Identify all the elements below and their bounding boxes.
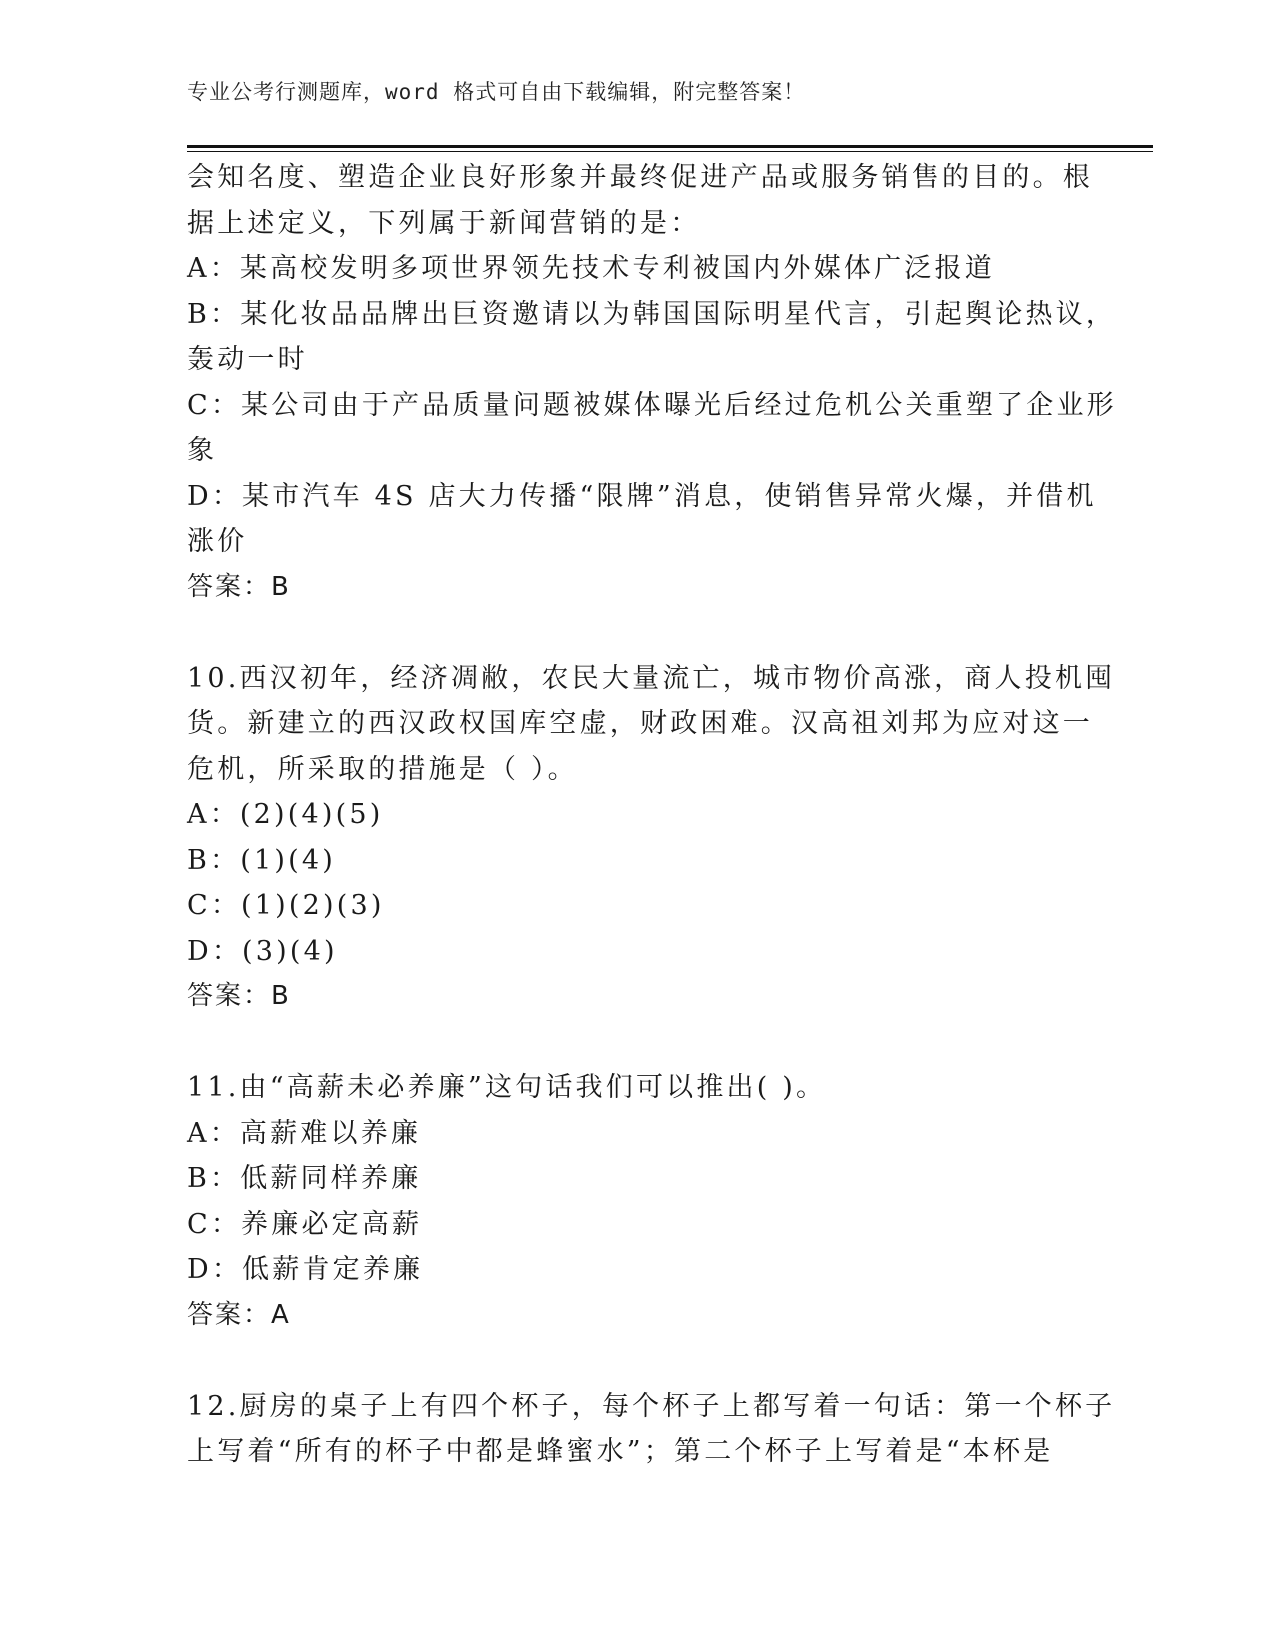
question-text: 会知名度、塑造企业良好形象并最终促进产品或服务销售的目的。根: [187, 162, 1093, 193]
question-text: 危机，所采取的措施是（ ）。: [187, 753, 578, 785]
option-b: B：某化妆品品牌出巨资邀请以为韩国国际明星代言，引起舆论热议，: [187, 298, 1117, 330]
option-b-continued: 轰动一时: [187, 344, 308, 375]
header-rule-thin: [187, 151, 1153, 152]
page-header: 专业公考行测题库，word 格式可自由下载编辑，附完整答案！: [187, 80, 806, 104]
spacer: [187, 1338, 1087, 1384]
option-d: D：低薪肯定养廉: [187, 1254, 424, 1285]
question-text: 10.西汉初年，经济凋敝，农民大量流亡，城市物价高涨，商人投机囤: [187, 662, 1116, 694]
question-9: [187, 155, 1117, 610]
option-c: C：养廉必定高薪: [187, 1208, 423, 1240]
option-b: B：(1)(4): [187, 844, 336, 876]
option-a: A：某高校发明多项世界领先技术专利被国内外媒体广泛报道: [187, 253, 995, 284]
question-10: [187, 656, 1116, 1020]
question-text: 据上述定义，下列属于新闻营销的是：: [187, 207, 701, 239]
spacer: [187, 1020, 1087, 1066]
option-d: D：某市汽车 4S 店大力传播“限牌”消息，使销售异常火爆，并借机: [187, 480, 1097, 512]
spacer: [187, 610, 1087, 656]
option-a: A：(2)(4)(5): [187, 799, 384, 830]
header-rule-thick: [187, 145, 1153, 148]
question-11: [187, 1065, 1087, 1338]
option-c: C：(1)(2)(3): [187, 890, 385, 921]
answer: 答案：B: [187, 571, 291, 602]
option-b: B：低薪同样养廉: [187, 1163, 422, 1194]
question-text: 货。新建立的西汉政权国库空虚，财政困难。汉高祖刘邦为应对这一: [187, 708, 1093, 739]
option-c: C：某公司由于产品质量问题被媒体曝光后经过危机公关重塑了企业形: [187, 389, 1117, 421]
question-text: 上写着“所有的杯子中都是蜂蜜水”；第二个杯子上写着是“本杯是: [187, 1436, 1054, 1467]
option-d: D：(3)(4): [187, 935, 338, 967]
option-a: A：高薪难以养廉: [187, 1117, 422, 1149]
question-text: 11.由“高薪未必养廉”这句话我们可以推出( )。: [187, 1072, 827, 1103]
answer: 答案：A: [187, 1299, 291, 1330]
question-text: 12.厨房的桌子上有四个杯子，每个杯子上都写着一句话：第一个杯子: [187, 1390, 1116, 1422]
answer: 答案：B: [187, 981, 291, 1011]
document-body: [187, 155, 1117, 1475]
question-12: [187, 1384, 1116, 1475]
option-c-continued: 象: [187, 435, 218, 466]
option-d-continued: 涨价: [187, 526, 248, 557]
